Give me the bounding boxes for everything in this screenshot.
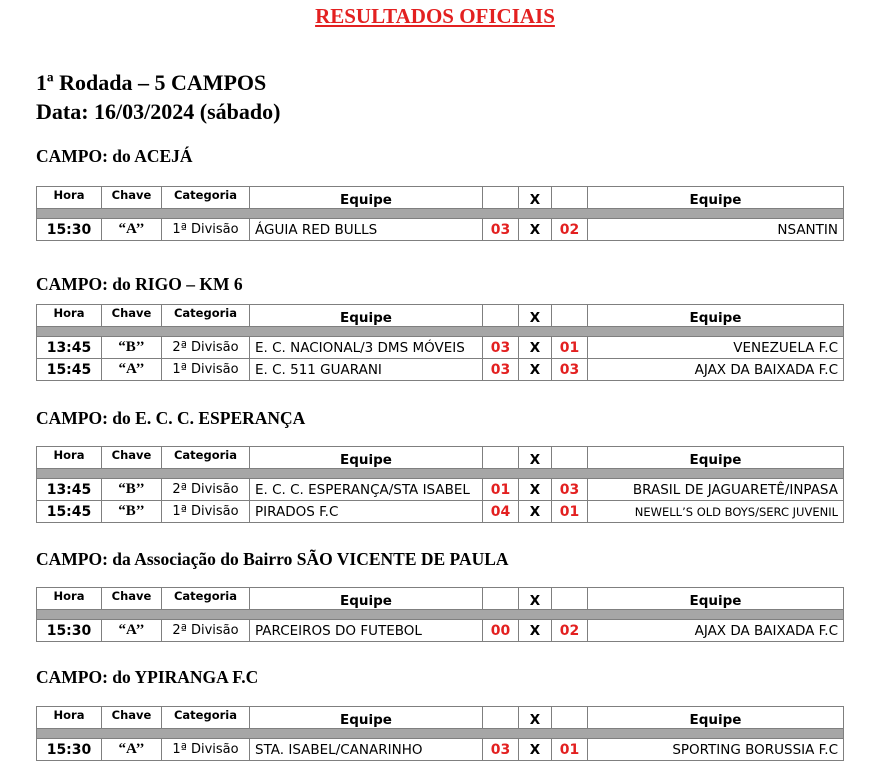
game-group: “B’’ bbox=[102, 337, 162, 359]
header-categoria: Categoria bbox=[162, 305, 250, 327]
home-team: E. C. NACIONAL/3 DMS MÓVEIS bbox=[250, 337, 483, 359]
header-score-away bbox=[552, 305, 588, 327]
game-division: 1ª Divisão bbox=[162, 501, 250, 523]
header-hora: Hora bbox=[37, 588, 102, 610]
table-row bbox=[37, 359, 844, 381]
separator-row bbox=[37, 610, 844, 620]
home-team: E. C. 511 GUARANI bbox=[250, 359, 483, 381]
header-score-away bbox=[552, 187, 588, 209]
header-hora: Hora bbox=[37, 305, 102, 327]
game-time: 13:45 bbox=[37, 337, 102, 359]
results-table bbox=[36, 587, 844, 642]
away-team: SPORTING BORUSSIA F.C bbox=[588, 739, 844, 761]
table-row bbox=[37, 479, 844, 501]
game-time: 15:45 bbox=[37, 501, 102, 523]
campo-title: CAMPO: do E. C. C. ESPERANÇA bbox=[36, 408, 306, 428]
home-team: PARCEIROS DO FUTEBOL bbox=[250, 620, 483, 642]
game-group: “A’’ bbox=[102, 219, 162, 241]
campo-title: CAMPO: da Associação do Bairro SÃO VICENTE DE PAULA bbox=[36, 549, 509, 569]
header-categoria: Categoria bbox=[162, 588, 250, 610]
round-info bbox=[36, 68, 280, 126]
home-team: E. C. C. ESPERANÇA/STA ISABEL bbox=[250, 479, 483, 501]
header-score-home bbox=[483, 305, 519, 327]
round-label: 1ª Rodada – 5 CAMPOS bbox=[36, 70, 267, 95]
header-equipe-away: Equipe bbox=[588, 187, 844, 209]
header-equipe-away: Equipe bbox=[588, 447, 844, 469]
header-chave: Chave bbox=[102, 305, 162, 327]
header-score-away bbox=[552, 447, 588, 469]
header-x: X bbox=[519, 447, 552, 469]
table-header bbox=[37, 305, 844, 327]
away-score: 03 bbox=[552, 359, 588, 381]
home-team: PIRADOS F.C bbox=[250, 501, 483, 523]
header-chave: Chave bbox=[102, 187, 162, 209]
header-equipe-home: Equipe bbox=[250, 707, 483, 729]
away-team: BRASIL DE JAGUARETÊ/INPASA bbox=[588, 479, 844, 501]
game-group: “A’’ bbox=[102, 359, 162, 381]
table-row bbox=[37, 501, 844, 523]
home-score: 03 bbox=[483, 337, 519, 359]
away-team: AJAX DA BAIXADA F.C bbox=[588, 620, 844, 642]
header-equipe-home: Equipe bbox=[250, 305, 483, 327]
header-hora: Hora bbox=[37, 187, 102, 209]
header-score-home bbox=[483, 187, 519, 209]
table-row bbox=[37, 739, 844, 761]
separator-row bbox=[37, 327, 844, 337]
away-score: 03 bbox=[552, 479, 588, 501]
home-score: 03 bbox=[483, 219, 519, 241]
header-equipe-home: Equipe bbox=[250, 588, 483, 610]
results-table bbox=[36, 186, 844, 241]
campo-title: CAMPO: do ACEJÁ bbox=[36, 146, 193, 166]
away-team: NEWELL’S OLD BOYS/SERC JUVENIL bbox=[588, 501, 844, 523]
table-header bbox=[37, 187, 844, 209]
versus-mark: X bbox=[519, 359, 552, 381]
versus-mark: X bbox=[519, 620, 552, 642]
away-score: 02 bbox=[552, 219, 588, 241]
separator-cell bbox=[37, 610, 844, 620]
header-categoria: Categoria bbox=[162, 707, 250, 729]
header-score-away bbox=[552, 707, 588, 729]
header-score-home bbox=[483, 707, 519, 729]
separator-cell bbox=[37, 729, 844, 739]
header-equipe-away: Equipe bbox=[588, 707, 844, 729]
campo-title: CAMPO: do YPIRANGA F.C bbox=[36, 667, 259, 687]
away-score: 02 bbox=[552, 620, 588, 642]
separator-cell bbox=[37, 469, 844, 479]
game-division: 1ª Divisão bbox=[162, 739, 250, 761]
home-score: 04 bbox=[483, 501, 519, 523]
header-equipe-home: Equipe bbox=[250, 187, 483, 209]
header-chave: Chave bbox=[102, 707, 162, 729]
home-score: 03 bbox=[483, 359, 519, 381]
header-x: X bbox=[519, 707, 552, 729]
versus-mark: X bbox=[519, 479, 552, 501]
round-date: Data: 16/03/2024 (sábado) bbox=[36, 99, 281, 124]
campo-title: CAMPO: do RIGO – KM 6 bbox=[36, 274, 243, 294]
versus-mark: X bbox=[519, 219, 552, 241]
home-score: 03 bbox=[483, 739, 519, 761]
separator-row bbox=[37, 209, 844, 219]
header-hora: Hora bbox=[37, 707, 102, 729]
away-score: 01 bbox=[552, 501, 588, 523]
versus-mark: X bbox=[519, 739, 552, 761]
versus-mark: X bbox=[519, 337, 552, 359]
home-score: 00 bbox=[483, 620, 519, 642]
header-score-away bbox=[552, 588, 588, 610]
header-hora: Hora bbox=[37, 447, 102, 469]
results-table bbox=[36, 304, 844, 381]
game-group: “B’’ bbox=[102, 501, 162, 523]
page-title: RESULTADOS OFICIAIS bbox=[315, 4, 555, 28]
header-score-home bbox=[483, 588, 519, 610]
header-chave: Chave bbox=[102, 588, 162, 610]
away-team: NSANTIN bbox=[588, 219, 844, 241]
table-header bbox=[37, 588, 844, 610]
game-group: “A’’ bbox=[102, 739, 162, 761]
away-team: AJAX DA BAIXADA F.C bbox=[588, 359, 844, 381]
header-equipe-home: Equipe bbox=[250, 447, 483, 469]
header-score-home bbox=[483, 447, 519, 469]
table-row bbox=[37, 620, 844, 642]
game-division: 2ª Divisão bbox=[162, 337, 250, 359]
header-x: X bbox=[519, 588, 552, 610]
table-header bbox=[37, 707, 844, 729]
game-division: 2ª Divisão bbox=[162, 620, 250, 642]
game-division: 1ª Divisão bbox=[162, 219, 250, 241]
header-equipe-away: Equipe bbox=[588, 305, 844, 327]
away-team: VENEZUELA F.C bbox=[588, 337, 844, 359]
game-time: 15:30 bbox=[37, 219, 102, 241]
away-score: 01 bbox=[552, 337, 588, 359]
game-division: 1ª Divisão bbox=[162, 359, 250, 381]
game-time: 15:30 bbox=[37, 739, 102, 761]
header-x: X bbox=[519, 187, 552, 209]
header-chave: Chave bbox=[102, 447, 162, 469]
home-team: ÁGUIA RED BULLS bbox=[250, 219, 483, 241]
header-x: X bbox=[519, 305, 552, 327]
header-categoria: Categoria bbox=[162, 187, 250, 209]
versus-mark: X bbox=[519, 501, 552, 523]
game-time: 15:30 bbox=[37, 620, 102, 642]
home-score: 01 bbox=[483, 479, 519, 501]
game-time: 13:45 bbox=[37, 479, 102, 501]
game-time: 15:45 bbox=[37, 359, 102, 381]
separator-row bbox=[37, 469, 844, 479]
table-row bbox=[37, 219, 844, 241]
home-team: STA. ISABEL/CANARINHO bbox=[250, 739, 483, 761]
game-group: “A’’ bbox=[102, 620, 162, 642]
results-table bbox=[36, 446, 844, 523]
game-group: “B’’ bbox=[102, 479, 162, 501]
table-header bbox=[37, 447, 844, 469]
results-table bbox=[36, 706, 844, 761]
separator-row bbox=[37, 729, 844, 739]
table-row bbox=[37, 337, 844, 359]
header-equipe-away: Equipe bbox=[588, 588, 844, 610]
header-categoria: Categoria bbox=[162, 447, 250, 469]
separator-cell bbox=[37, 209, 844, 219]
away-score: 01 bbox=[552, 739, 588, 761]
separator-cell bbox=[37, 327, 844, 337]
game-division: 2ª Divisão bbox=[162, 479, 250, 501]
